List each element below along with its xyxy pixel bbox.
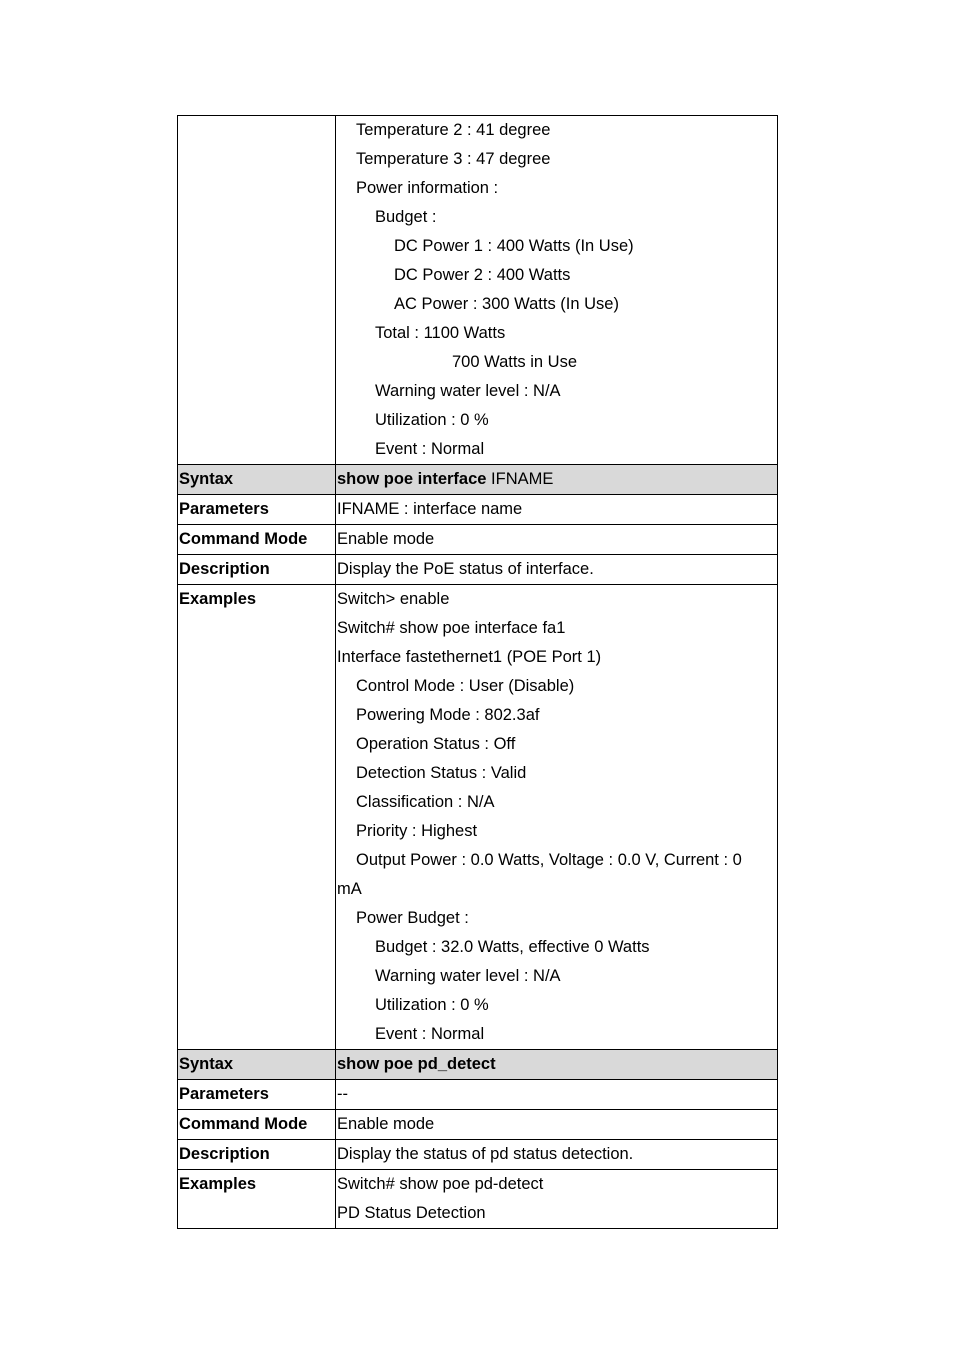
examples-label: Examples	[178, 585, 336, 1050]
example-line: Temperature 3 : 47 degree	[356, 150, 551, 168]
example-line: DC Power 1 : 400 Watts (In Use)	[394, 237, 634, 255]
syntax-value	[336, 1050, 778, 1080]
empty-label-cell	[178, 116, 336, 465]
syntax-row	[178, 465, 778, 495]
syntax-label: Syntax	[178, 465, 336, 495]
examples-value	[336, 585, 778, 1050]
parameters-label: Parameters	[178, 1080, 336, 1110]
example-line: Detection Status : Valid	[356, 764, 527, 782]
command-mode-label: Command Mode	[178, 1110, 336, 1140]
example-line: Interface fastethernet1 (POE Port 1)	[337, 648, 602, 666]
example-line: Switch# show poe interface fa1	[337, 619, 566, 637]
parameters-row	[178, 1080, 778, 1110]
command-reference-table	[177, 115, 778, 1229]
syntax-command: show poe pd_detect	[337, 1055, 496, 1073]
examples-value	[336, 1170, 778, 1229]
example-line: DC Power 2 : 400 Watts	[394, 266, 571, 284]
example-line: Warning water level : N/A	[375, 967, 561, 985]
description-label: Description	[178, 1140, 336, 1170]
description-value: Display the status of pd status detection.	[336, 1140, 778, 1170]
example-line: Temperature 2 : 41 degree	[356, 121, 551, 139]
example-line: 700 Watts in Use	[452, 353, 578, 371]
syntax-label: Syntax	[178, 1050, 336, 1080]
example-line: Classification : N/A	[356, 793, 495, 811]
examples-row	[178, 1170, 778, 1229]
example-line: Powering Mode : 802.3af	[356, 706, 540, 724]
parameters-value: --	[336, 1080, 778, 1110]
syntax-argument: IFNAME	[486, 470, 554, 488]
parameters-label: Parameters	[178, 495, 336, 525]
example-line: Event : Normal	[375, 1025, 485, 1043]
syntax-command: show poe interface	[337, 470, 487, 488]
example-line: Output Power : 0.0 Watts, Voltage : 0.0 V, Current : 0	[356, 851, 742, 869]
examples-label: Examples	[178, 1170, 336, 1229]
command-mode-row	[178, 1110, 778, 1140]
examples-row	[178, 585, 778, 1050]
example-line: Priority : Highest	[356, 822, 478, 840]
example-line: Power Budget :	[356, 909, 469, 927]
description-value: Display the PoE status of interface.	[336, 555, 778, 585]
example-line: AC Power : 300 Watts (In Use)	[394, 295, 619, 313]
syntax-row	[178, 1050, 778, 1080]
example-line: PD Status Detection	[337, 1204, 486, 1222]
description-label: Description	[178, 555, 336, 585]
command-mode-row	[178, 525, 778, 555]
parameters-value: IFNAME : interface name	[336, 495, 778, 525]
command-mode-label: Command Mode	[178, 525, 336, 555]
example-line: Operation Status : Off	[356, 735, 516, 753]
example-line: Utilization : 0 %	[375, 996, 489, 1014]
example-continuation-cell	[336, 116, 778, 465]
example-line: Budget : 32.0 Watts, effective 0 Watts	[375, 938, 650, 956]
example-line: Budget :	[375, 208, 437, 226]
example-line: mA	[337, 880, 362, 898]
command-mode-value: Enable mode	[336, 1110, 778, 1140]
description-row	[178, 1140, 778, 1170]
example-line: Total : 1100 Watts	[375, 324, 506, 342]
example-line: Event : Normal	[375, 440, 485, 458]
syntax-value	[336, 465, 778, 495]
description-row	[178, 555, 778, 585]
example-line: Utilization : 0 %	[375, 411, 489, 429]
example-line: Switch> enable	[337, 590, 450, 608]
parameters-row	[178, 495, 778, 525]
command-mode-value: Enable mode	[336, 525, 778, 555]
example-line: Switch# show poe pd-detect	[337, 1175, 544, 1193]
example-line: Warning water level : N/A	[375, 382, 561, 400]
example-line: Control Mode : User (Disable)	[356, 677, 575, 695]
example-line: Power information :	[356, 179, 499, 197]
example-continuation-row	[178, 116, 778, 465]
